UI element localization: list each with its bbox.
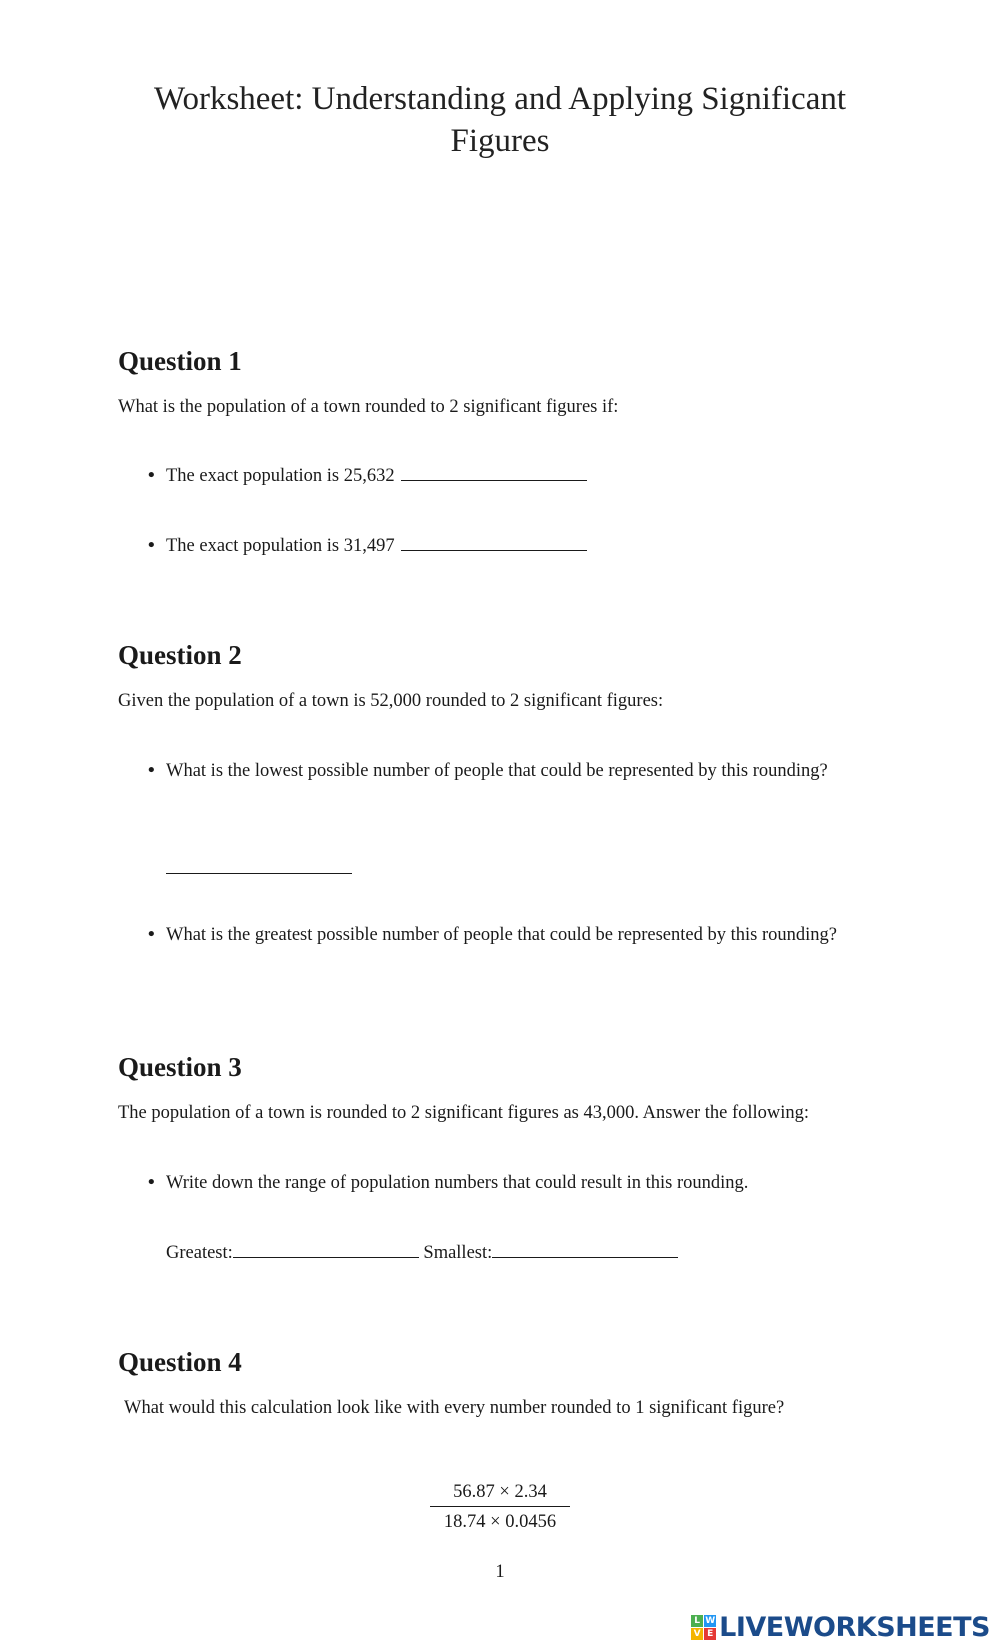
- question-1-item-1: [166, 464, 886, 488]
- question-2-item-1: What is the lowest possible number of people that could be represented by this rounding?: [166, 761, 828, 781]
- bullet-icon: •: [146, 1172, 157, 1193]
- bullet-icon: •: [146, 924, 157, 945]
- question-2-prompt: Given the population of a town is 52,000 rounded to 2 significant figures:: [118, 691, 664, 711]
- logo-wordmark: LIVEWORKSHEETS: [719, 1611, 990, 1643]
- question-3-range-row: [166, 1241, 886, 1265]
- question-1-item-1-text: The exact population is 25,632: [166, 466, 395, 486]
- bullet-icon: •: [146, 760, 157, 781]
- question-4-prompt: What would this calculation look like with every number rounded to 1 significant figure?: [124, 1398, 785, 1418]
- answer-blank-1a[interactable]: [401, 479, 587, 481]
- bullet-icon: •: [146, 465, 157, 486]
- logo-letter-w: W: [705, 1615, 716, 1626]
- fraction-denominator: 18.74 × 0.0456: [443, 1512, 557, 1532]
- question-4-heading: Question 4: [118, 1347, 242, 1377]
- logo-mark-icon: [691, 1615, 716, 1640]
- page-title: Worksheet: Understanding and Applying Significant Figures: [153, 81, 847, 159]
- logo-letter-v: V: [691, 1628, 703, 1640]
- answer-blank-2a[interactable]: [166, 873, 352, 874]
- question-3-prompt: The population of a town is rounded to 2 significant figures as 43,000. Answer the following:: [118, 1103, 810, 1123]
- logo-letter-e: E: [704, 1628, 716, 1640]
- question-1-item-2: [166, 534, 886, 558]
- fraction-bar: [430, 1506, 570, 1507]
- answer-blank-smallest[interactable]: [492, 1256, 678, 1258]
- fraction-expression: [430, 1480, 570, 1534]
- question-2-heading: Question 2: [118, 640, 242, 670]
- answer-blank-greatest[interactable]: [233, 1256, 419, 1258]
- greatest-label: Greatest:: [166, 1243, 233, 1263]
- logo-letter-l: L: [691, 1615, 703, 1627]
- question-1-heading: Question 1: [118, 346, 242, 376]
- liveworksheets-logo[interactable]: [691, 1612, 990, 1642]
- question-2-item-2: What is the greatest possible number of people that could be represented by this rounding?: [166, 925, 837, 945]
- question-3-item-1: Write down the range of population numbers that could result in this rounding.: [166, 1173, 749, 1193]
- bullet-icon: •: [146, 535, 157, 556]
- question-1-item-2-text: The exact population is 31,497: [166, 536, 395, 556]
- question-3-heading: Question 3: [118, 1052, 242, 1082]
- fraction-numerator: 56.87 × 2.34: [453, 1482, 547, 1502]
- smallest-label: Smallest:: [423, 1243, 493, 1263]
- question-1-prompt: What is the population of a town rounded to 2 significant figures if:: [118, 397, 619, 417]
- answer-blank-1b[interactable]: [401, 549, 587, 551]
- page-number: 1: [495, 1562, 505, 1582]
